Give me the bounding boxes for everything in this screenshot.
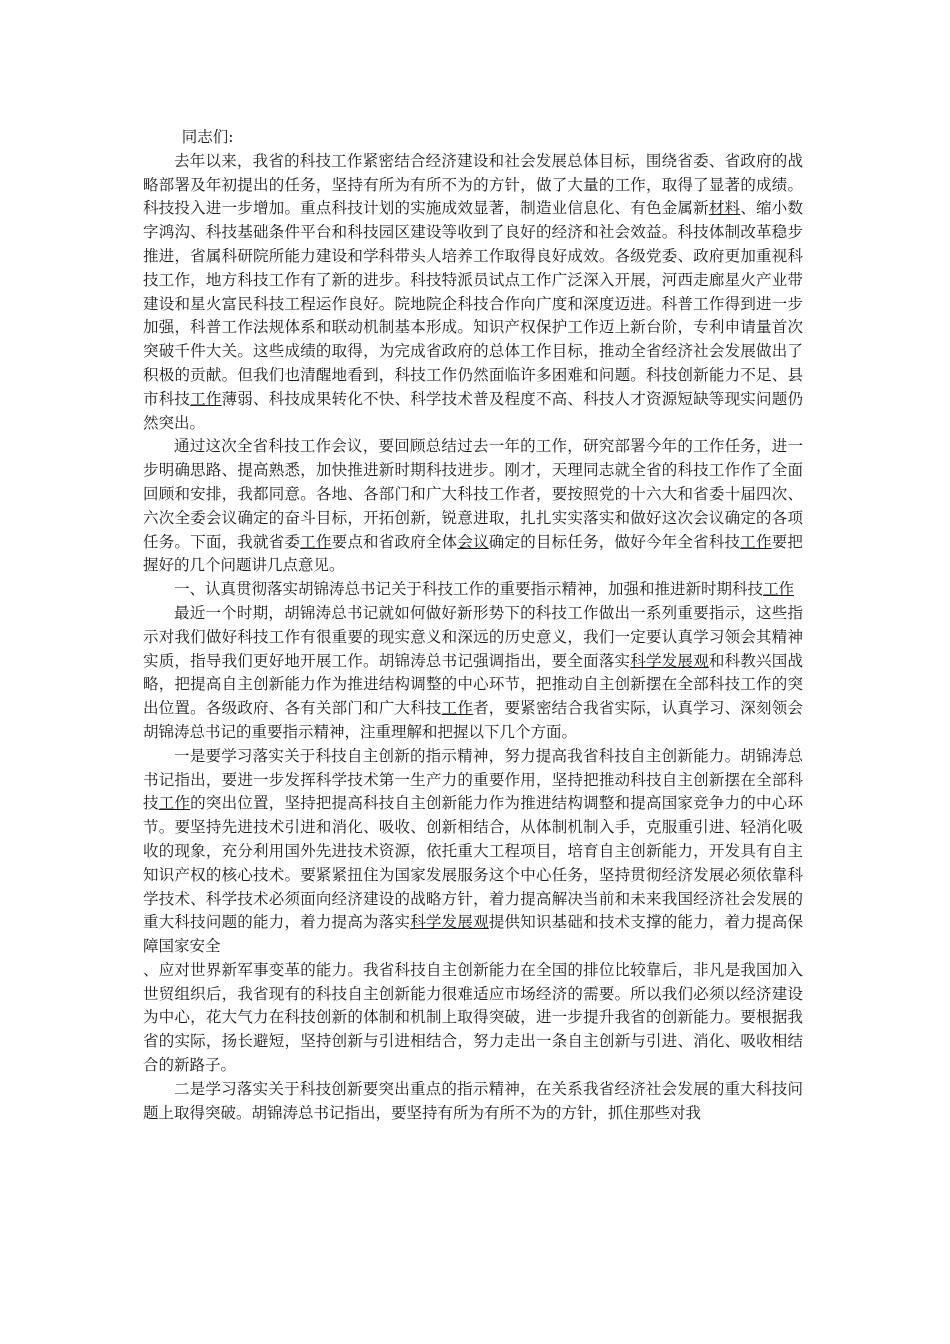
text-run: 要点和省政府全体 (331, 532, 458, 551)
underlined-term: 工作 (763, 580, 795, 599)
text-run: 确定的目标任务，做好今年全省科技 (488, 532, 741, 551)
text-run: 要把握好的几个问题讲几点意见。 (143, 532, 803, 575)
underlined-term: 材料 (708, 199, 741, 218)
greeting: 同志们: (181, 128, 234, 146)
paragraph (143, 150, 803, 436)
document-body (143, 126, 803, 1125)
paragraph: 二是学习落实关于科技创新要突出重点的指示精神，在关系我省经济社会发展的重大科技问题上取得突破。胡锦涛总书记指出，要坚持有所为有所不为的方针，抓住那些对我 (143, 1079, 803, 1122)
text-run: 和科教兴国战略，把提高自主创新能力作为推进结构调整的中心环节，把推动自主创新摆在全部科技工作的突出位置。各级政府、各有关部门和广大科技 (143, 651, 803, 718)
text-run: 通过这次全省科技工作会议，要回顾总结过去一年的工作，研究部署今年的工作任务，进一步明确思路、提高熟悉，加快推进新时期科技进步。刚才，天理同志就全省的科技工作作了全面回顾和安排，我都同意。各地、各部门和广大科技工作者，要按照党的十六大和省委十届四次、六次全委会议确定的奋斗目标，开拓创新，锐意进取，扎扎实实落实和做好这次会议确定的各项任务。下面，我就省委 (143, 437, 803, 551)
text-run: 提供知识基础和技术支撑的能力，着力提高保障国家安全 (143, 913, 803, 956)
section-heading (143, 578, 803, 602)
text-run: 最近一个时期，胡锦涛总书记就如何做好新形势下的科技工作做出一系列重要指示，这些指示对我们做好科技工作有很重要的现实意义和深远的历史意义，我们一定要认真学习领会其精神实质，指导我们更好地开展工作。胡锦涛总书记强调指出，要全面落实 (143, 603, 803, 670)
paragraph (143, 435, 803, 578)
paragraph (143, 745, 803, 959)
paragraph: 、应对世界新军事变革的能力。我省科技自主创新能力在全国的排位比较靠后，非凡是我国加入世贸组织后，我省现有的科技自主创新能力很难适应市场经济的需要。所以我们必须以经济建设为中心，花大气力在科技创新的体制和机制上取得突破，进一步提升我省的创新能力。要根据我省的实际，扬长避短，坚持创新与引进相结合，努力走出一条自主创新与引进、消化、吸收相结合的新路子。 (143, 960, 803, 1075)
text-run: 者，要紧密结合我省实际，认真学习、深刻领会胡锦涛总书记的重要指示精神，注重理解和把握以下几个方面。 (143, 699, 803, 741)
underlined-term: 科学发展观 (410, 913, 489, 932)
underlined-term: 工作 (441, 699, 474, 718)
text-run: 去年以来，我省的科技工作紧密结合经济建设和社会发展总体目标，围绕省委、省政府的战略部署及年初提出的任务，坚持有所为有所不为的方针，做了大量的工作，取得了显著的成绩。科技投入进一步增加。重点科技计划的实施成效显著，制造业信息化、有色金属新 (143, 151, 803, 218)
paragraph (143, 602, 803, 745)
underlined-term: 科学发展观 (630, 651, 709, 670)
underlined-term: 工作 (300, 532, 332, 551)
text-run: 一、认真贯彻落实胡锦涛总书记关于科技工作的重要指示精神，加强和推进新时期科技 (174, 580, 764, 599)
underlined-term: 工作 (740, 532, 772, 551)
text-run: 的突出位置，坚持把提高科技自主创新能力作为推进结构调整和提高国家竞争力的中心环节。要坚持先进技术引进和消化、吸收、创新相结合，从体制机制入手，克服重引进、轻消化吸收的现象，充分利用国外先进技术资源，依托重大工程项目，培育自主创新能力，开发具有自主知识产权的核心技术。要紧紧扭住为国家发展服务这个中心任务，坚持贯彻经济发展必须依靠科学技术、科学技术必须面向经济建设的战略方针，着力提高解决当前和未来我国经济社会发展的重大科技问题的能力，着力提高为落实 (143, 794, 803, 932)
text-run: 、缩小数字鸿沟、科技基础条件平台和科技园区建设等收到了良好的经济和社会效益。科技体制改革稳步推进，省属科研院所能力建设和学科带头人培养工作取得良好成效。各级党委、政府更加重视科技工作，地方科技工作有了新的进步。科技特派员试点工作广泛深入开展，河西走廊星火产业带建设和星火富民科技工程运作良好。院地院企科技合作向广度和深度迈进。科普工作得到进一步加强，科普工作法规体系和联动机制基本形成。知识产权保护工作迈上新台阶，专利申请量首次突破千件大关。这些成绩的取得，为完成省政府的总体工作目标，推动全省经济社会发展做出了积极的贡献。但我们也清醒地看到，科技工作仍然面临许多困难和问题。科技创新能力不足、县市科技 (143, 199, 803, 408)
underlined-term: 工作 (158, 794, 191, 813)
underlined-term: 工作 (190, 389, 222, 408)
text-run: 薄弱、科技成果转化不快、科学技术普及程度不高、科技人才资源短缺等现实问题仍然突出。 (143, 389, 803, 432)
text-run: 一是要学习落实关于科技自主创新的指示精神，努力提高我省科技自主创新能力。胡锦涛总书记指出，要进一步发挥科学技术第一生产力的重要作用，坚持把推动科技自主创新摆在全部科技 (143, 746, 803, 813)
underlined-term: 会议 (457, 532, 489, 551)
